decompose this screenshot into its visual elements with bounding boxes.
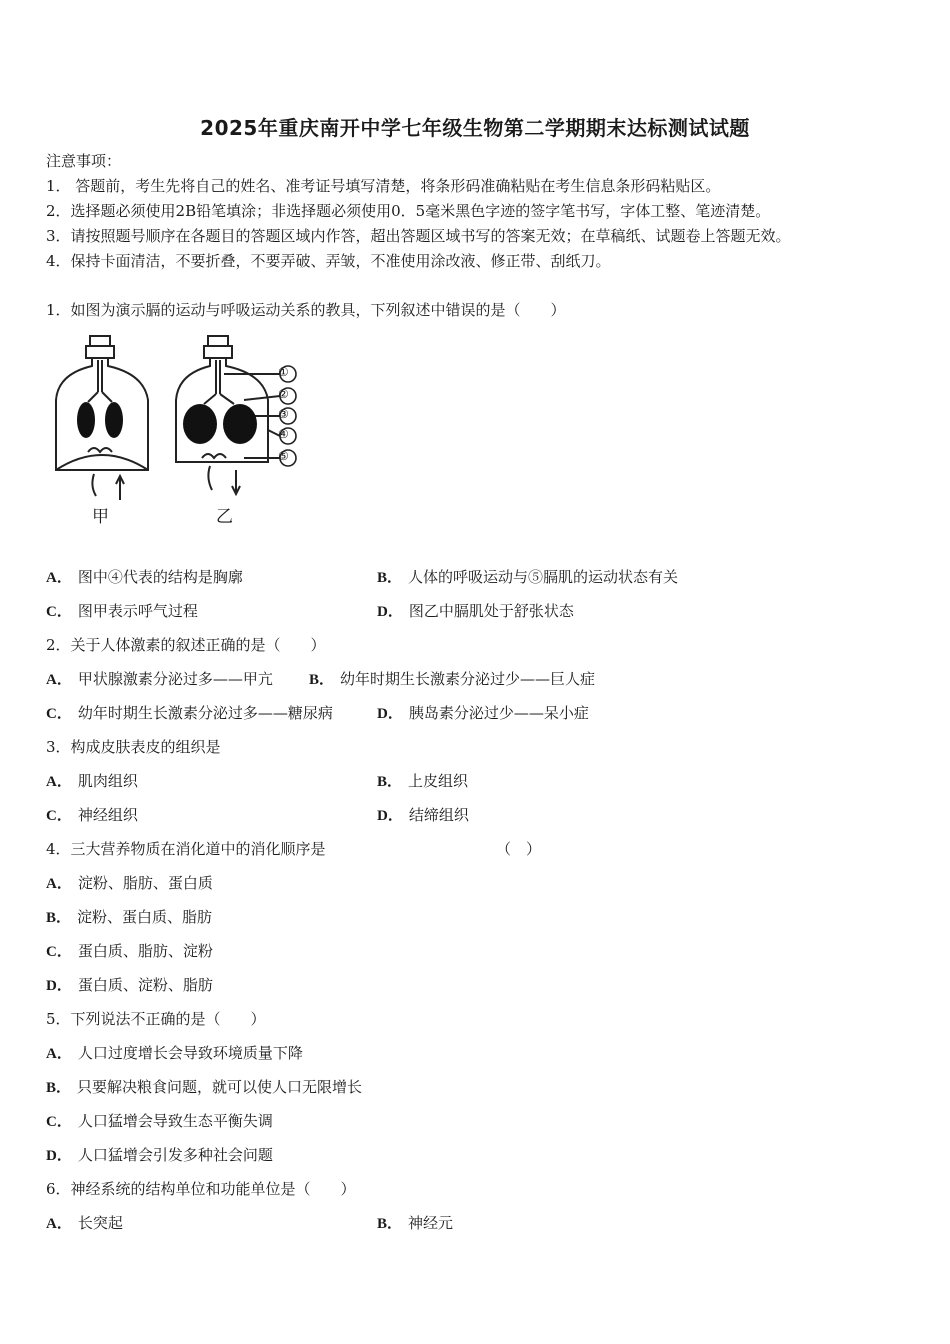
option-text: 神经元 — [408, 1214, 454, 1232]
q4-stem: 4．三大营养物质在消化道中的消化顺序是 — [46, 840, 326, 858]
option-letter: D． — [377, 604, 403, 620]
q5-option-c — [46, 1110, 273, 1133]
option-letter: D． — [46, 1148, 72, 1164]
figure-label-jia: 甲 — [92, 507, 109, 527]
option-letter: C． — [46, 706, 72, 722]
marker-3: ③ — [278, 407, 289, 421]
notice-heading: 注意事项： — [46, 152, 122, 170]
q1-option-a — [46, 566, 243, 589]
figure-label-yi: 乙 — [216, 507, 233, 527]
q1-option-d — [377, 600, 574, 623]
option-letter: C． — [46, 604, 72, 620]
option-letter: B． — [46, 1080, 72, 1096]
option-letter: B． — [377, 1216, 403, 1232]
option-text: 长突起 — [77, 1214, 123, 1232]
q5-stem: 5．下列说法不正确的是（ ） — [46, 1010, 266, 1028]
notice-item-1: 1． 答题前，考生先将自己的姓名、准考证号填写清楚，将条形码准确粘贴在考生信息条形码粘贴区。 — [46, 177, 721, 195]
option-text: 图甲表示呼气过程 — [77, 602, 198, 620]
option-letter: C． — [46, 1114, 72, 1130]
option-text: 图中④代表的结构是胸廓 — [77, 568, 243, 586]
page-title: 2025年重庆南开中学七年级生物第二学期期末达标测试试题 — [200, 116, 750, 140]
q2-option-d — [377, 702, 589, 725]
notice-item-3: 3．请按照题号顺序在各题目的答题区域内作答，超出答题区域书写的答案无效；在草稿纸、试题卷上答题无效。 — [46, 227, 791, 245]
q1-option-b — [377, 566, 678, 589]
option-text: 人口猛增会引发多种社会问题 — [77, 1146, 273, 1164]
option-text: 神经组织 — [77, 806, 138, 824]
q5-option-b — [46, 1076, 362, 1099]
option-letter: B． — [377, 774, 403, 790]
option-text: 胰岛素分泌过少——呆小症 — [408, 704, 589, 722]
q2-stem: 2．关于人体激素的叙述正确的是（ ） — [46, 636, 326, 654]
notice-item-4: 4．保持卡面清洁，不要折叠，不要弄破、弄皱，不准使用涂改液、修正带、刮纸刀。 — [46, 252, 611, 270]
q3-option-c — [46, 804, 138, 827]
marker-5: ⑤ — [278, 449, 289, 463]
q5-option-d — [46, 1144, 273, 1167]
option-text: 淀粉、蛋白质、脂肪 — [77, 908, 213, 926]
option-text: 人口猛增会导致生态平衡失调 — [77, 1112, 273, 1130]
option-text: 幼年时期生长激素分泌过多——糖尿病 — [77, 704, 333, 722]
q4-option-b — [46, 906, 212, 929]
option-letter: C． — [46, 808, 72, 824]
option-letter: A． — [46, 570, 72, 586]
option-letter: A． — [46, 876, 72, 892]
q1-stem: 1．如图为演示膈的运动与呼吸运动关系的教具，下列叙述中错误的是（ ） — [46, 301, 566, 319]
option-text: 肌肉组织 — [77, 772, 138, 790]
q6-stem: 6．神经系统的结构单位和功能单位是（ ） — [46, 1180, 356, 1198]
q4-option-a — [46, 872, 213, 895]
option-text: 甲状腺激素分泌过多——甲亢 — [77, 670, 273, 688]
option-letter: B． — [46, 910, 72, 926]
q3-stem: 3．构成皮肤表皮的组织是 — [46, 738, 221, 756]
option-text: 淀粉、脂肪、蛋白质 — [77, 874, 213, 892]
option-text: 结缔组织 — [408, 806, 469, 824]
option-letter: A． — [46, 672, 72, 688]
marker-4: ④ — [278, 427, 289, 441]
option-letter: D． — [377, 808, 403, 824]
option-letter: D． — [46, 978, 72, 994]
option-text: 上皮组织 — [408, 772, 469, 790]
option-text: 图乙中膈肌处于舒张状态 — [408, 602, 574, 620]
option-text: 蛋白质、脂肪、淀粉 — [77, 942, 213, 960]
option-text: 幼年时期生长激素分泌过少——巨人症 — [340, 670, 596, 688]
q6-option-b — [377, 1212, 453, 1235]
q3-option-a — [46, 770, 138, 793]
option-text: 蛋白质、淀粉、脂肪 — [77, 976, 213, 994]
option-letter: D． — [377, 706, 403, 722]
option-text: 人口过度增长会导致环境质量下降 — [77, 1044, 303, 1062]
option-letter: A． — [46, 774, 72, 790]
q1-option-c — [46, 600, 198, 623]
q6-option-a — [46, 1212, 123, 1235]
q4-option-d — [46, 974, 213, 997]
q4-answer-paren: （ ） — [496, 840, 542, 858]
option-letter: B． — [309, 672, 335, 688]
diaphragm-model-diagram — [48, 330, 308, 530]
option-text: 只要解决粮食问题，就可以使人口无限增长 — [77, 1078, 363, 1096]
notice-item-2: 2．选择题必须使用2B铅笔填涂；非选择题必须使用0．5毫米黑色字迹的签字笔书写，字体工整、笔迹清楚。 — [46, 202, 771, 220]
option-text: 人体的呼吸运动与⑤膈肌的运动状态有关 — [408, 568, 679, 586]
option-letter: A． — [46, 1046, 72, 1062]
q2-option-a — [46, 668, 273, 691]
q3-option-b — [377, 770, 468, 793]
q4-option-c — [46, 940, 213, 963]
q5-option-a — [46, 1042, 303, 1065]
option-letter: A． — [46, 1216, 72, 1232]
q2-option-c — [46, 702, 333, 725]
diaphragm-model-figure — [48, 330, 308, 530]
option-letter: C． — [46, 944, 72, 960]
q2-option-b — [309, 668, 595, 691]
marker-1: ① — [278, 365, 289, 379]
option-letter: B． — [377, 570, 403, 586]
marker-2: ② — [278, 387, 289, 401]
q3-option-d — [377, 804, 469, 827]
